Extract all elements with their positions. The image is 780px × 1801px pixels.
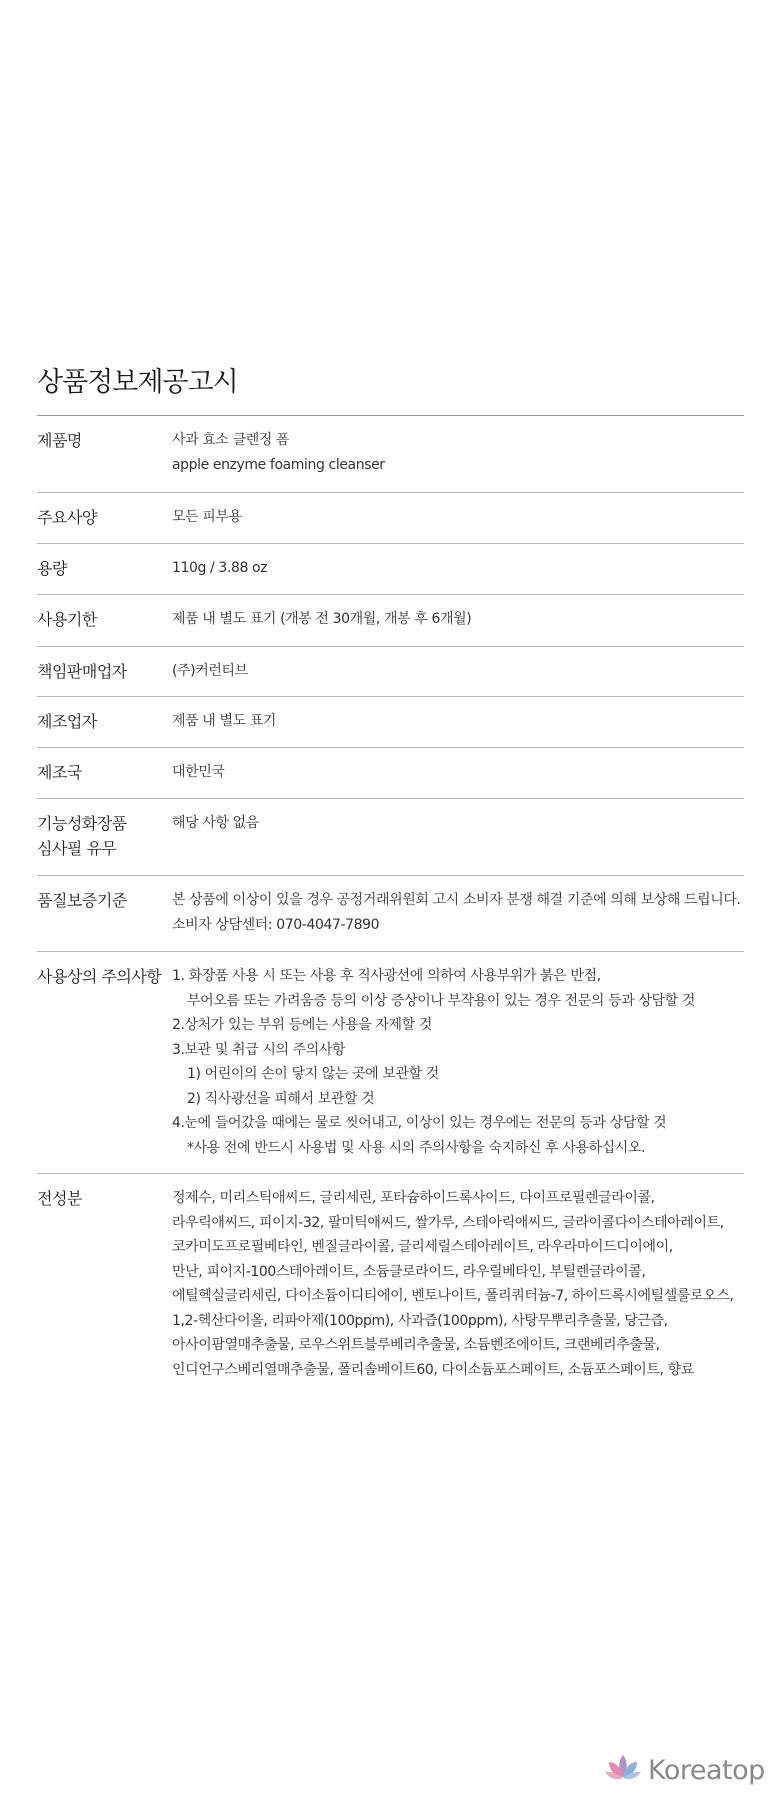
row-label: 전성분 [37,1189,82,1208]
row-label: 품질보증기준 [37,891,127,910]
row-value [172,760,744,798]
value-line: 제품 내 별도 표기 [172,713,277,729]
value-line: 본 상품에 이상이 있을 경우 공정거래위원회 고시 소비자 분쟁 해결 기준에 의해 보상해 드립니다. [172,892,741,908]
value-line: 아사이팜열매추출물, 로우스위트블루베리추출물, 소듐벤조에이트, 크랜베리추출물, [172,1337,660,1353]
table-row-functional [37,799,744,876]
row-value [172,556,744,594]
value-line: 라우릭애씨드, 피이지-32, 팔미틱애씨드, 쌀가루, 스테아릭애씨드, 글라이콜다이스테아레이트, [172,1214,724,1231]
row-label: 사용기한 [37,610,97,629]
koreatop-logo [604,1750,765,1790]
table-row-country [37,748,744,799]
row-value [172,888,744,951]
value-line: 모든 피부용 [172,509,242,525]
row-value [172,659,744,696]
table-row-expiry [37,595,744,647]
row-label: 주요사양 [37,508,97,527]
value-line: 해당 사항 없음 [172,815,259,831]
row-label: 제품명 [37,431,82,450]
value-line: 1) 어린이의 손이 닿지 않는 곳에 보관할 것 [187,1066,439,1082]
row-value [172,505,744,543]
value-line: 소비자 상담센터: 070-4047-7890 [172,916,380,933]
value-line: 코카미도프로필베타인, 벤질글라이콜, 글리세릴스테아레이트, 라우라마이드디이에이, [172,1239,673,1255]
row-value [172,964,744,1173]
row-value [172,428,744,492]
table-row-manufacturer [37,697,744,748]
table-row-main-spec [37,493,744,544]
row-label: 사용상의 주의사항 [37,967,162,986]
row-value [172,709,744,747]
value-line: 110g / 3.88 oz [172,560,268,576]
value-line: 1,2-헥산다이올, 리파아제(100ppm), 사과즙(100ppm), 사탕무뿌리추출물, 당근즙, [172,1312,668,1329]
logo-text: Koreatop [648,1754,765,1786]
table-row-product-name [37,416,744,493]
table-row-ingredients [37,1174,744,1406]
value-line: 2.상처가 있는 부위 등에는 사용을 자제할 것 [172,1017,432,1033]
page-title: 상품정보제공고시 [37,367,238,398]
row-value [172,1186,744,1406]
value-line: 정제수, 미리스틱애씨드, 글리세린, 포타슘하이드록사이드, 다이프로필렌글라이콜, [172,1190,655,1206]
lotus-icon [604,1752,642,1788]
value-line: 에틸헥실글리세린, 다이소듐이디티에이, 벤토나이트, 폴리쿼터늄-7, 하이드록시에틸셀룰로오스, [172,1288,734,1304]
value-line: apple enzyme foaming cleanser [172,456,385,473]
product-info-table [37,415,744,1406]
value-line: 1. 화장품 사용 시 또는 사용 후 직사광선에 의하여 사용부위가 붉은 반점, [172,968,601,984]
table-row-volume [37,544,744,595]
value-line: 제품 내 별도 표기 (개봉 전 30개월, 개봉 후 6개월) [172,611,472,627]
row-label: 제조업자 [37,712,97,731]
row-label: 제조국 [37,763,82,782]
table-row-quality [37,876,744,952]
value-line: (주)커런티브 [172,663,248,679]
value-line: 4.눈에 들어갔을 때에는 물로 씻어내고, 이상이 있는 경우에는 전문의 등과 상담할 것 [172,1115,667,1131]
value-line: 대한민국 [172,764,225,780]
row-label: 책임판매업자 [37,662,127,681]
value-line: 만난, 피이지-100스테아레이트, 소듐클로라이드, 라우릴베타인, 부틸렌글라이콜, [172,1263,646,1280]
value-line: 2) 직사광선을 피해서 보관할 것 [187,1090,375,1107]
row-value [172,607,744,646]
value-line: 3.보관 및 취급 시의 주의사항 [172,1041,346,1058]
table-row-cautions [37,952,744,1174]
value-line: 부어오름 또는 가려움증 등의 이상 증상이나 부작용이 있는 경우 전문의 등과 상담할 것 [187,992,695,1009]
row-value [172,811,744,875]
value-line: 사과 효소 클렌징 폼 [172,432,290,448]
row-label: 용량 [37,559,67,578]
value-line: *사용 전에 반드시 사용법 및 사용 시의 주의사항을 숙지하신 후 사용하십시오. [187,1139,645,1156]
row-label: 기능성화장품 심사필 유무 [37,814,127,858]
value-line: 인디언구스베리열매추출물, 폴리솔베이트60, 다이소듐포스페이트, 소듐포스페이트, 향료 [172,1361,694,1378]
table-row-distributor [37,647,744,697]
